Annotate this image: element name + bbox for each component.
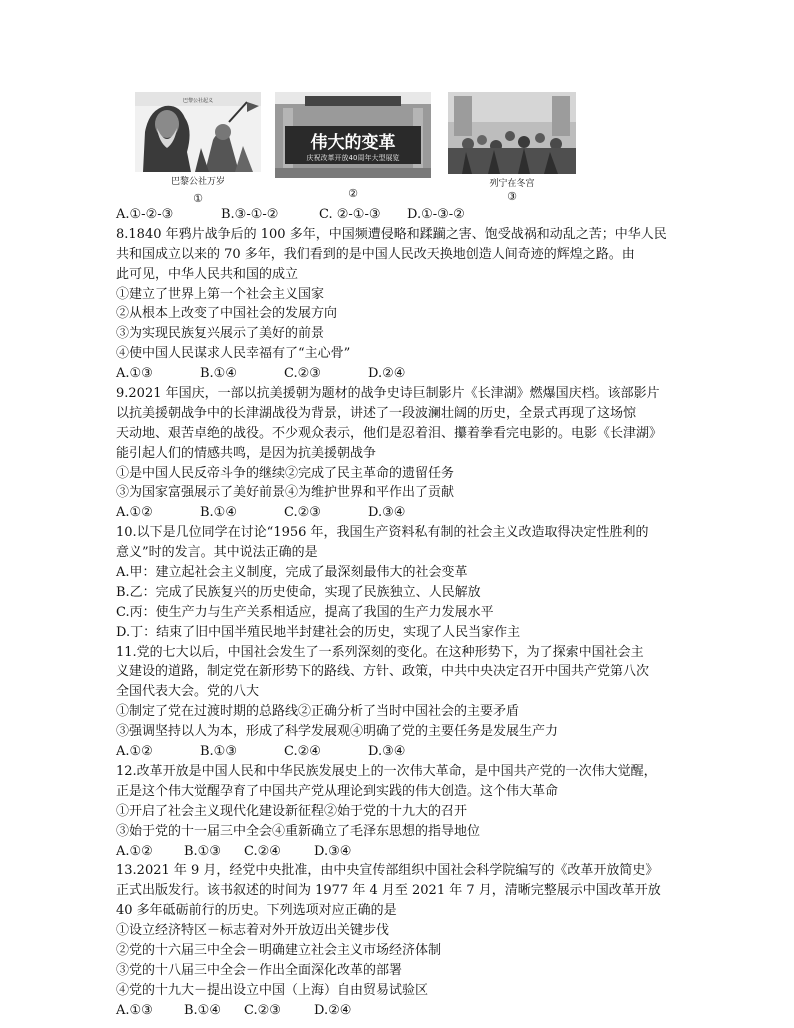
question-stem: 8.1840 年鸦片战争后的 100 多年，中国频遭侵略和蹂躏之害、饱受战祸和动乱之苦；中华人民 — [116, 226, 667, 242]
paris-commune-poster — [135, 92, 261, 172]
question-stem: 正是这个伟大觉醒孕育了中国共产党从理论到实践的伟大创造。这个伟大革命 — [116, 783, 559, 799]
question-7-images — [130, 92, 590, 204]
image-number: ② — [348, 187, 358, 200]
poster-banner-text: 巴黎公社起义 — [182, 98, 214, 104]
exam-content — [116, 205, 686, 1021]
option-d: D.②④ — [314, 1002, 352, 1018]
option-c: C.②③ — [284, 505, 321, 521]
option-c: C.②③ — [284, 366, 321, 382]
answer-options — [116, 364, 686, 384]
question-13 — [116, 861, 686, 1020]
image-caption: 巴黎公社万岁 — [170, 177, 225, 187]
question-stem: 共和国成立以来的 70 多年，我们看到的是中国人民改天换地创造人间奇迹的辉煌之路。由 — [116, 246, 635, 262]
question-stem: 能引起人们的情感共鸣，是因为抗美援朝战争 — [116, 445, 377, 461]
option-a: A.①② — [116, 505, 153, 521]
option-b: B.①④ — [200, 505, 237, 521]
option-a: A.①③ — [116, 1002, 153, 1018]
choice-item: ③党的十八届三中全会－作出全面深化改革的部署 — [116, 962, 403, 978]
exhibition-banner-subtitle: 庆祝改革开放40周年大型展览 — [306, 154, 400, 162]
lenin-painting — [448, 92, 576, 174]
image-great-change-exhibition — [275, 92, 431, 200]
choice-item: B.乙：完成了民族复兴的历史使命，实现了民族独立、人民解放 — [116, 584, 481, 600]
question-7-options — [116, 205, 686, 225]
choice-item: C.丙：使生产力与生产关系相适应，提高了我国的生产力发展水平 — [116, 604, 494, 620]
question-stem: 义建设的道路，制定党在新形势下的路线、方针、政策，中共中央决定召开中国共产党第八次 — [116, 664, 650, 680]
question-stem: 此可见，中华人民共和国的成立 — [116, 266, 299, 282]
exhibition-photo — [275, 92, 431, 178]
image-lenin-winter-palace — [448, 92, 576, 203]
question-stem: 9.2021 年国庆，一部以抗美援朝为题材的战争史诗巨制影片《长津湖》燃爆国庆档。该部影片 — [116, 386, 660, 402]
option-d: D.③④ — [368, 744, 406, 760]
choice-item: ①设立经济特区－标志着对外开放迈出关键步伐 — [116, 923, 390, 939]
option-a: A.①③ — [116, 366, 153, 382]
option-d: D.③④ — [314, 843, 352, 859]
choice-item: ④使中国人民谋求人民幸福有了“主心骨” — [116, 346, 351, 362]
question-stem: 13.2021 年 9 月，经党中央批准，由中央宣传部组织中国社会科学院编写的《改革开放简史》 — [116, 863, 659, 879]
choice-item: ③为实现民族复兴展示了美好的前景 — [116, 326, 325, 342]
question-stem: 10.以下是几位同学在讨论“1956 年，我国生产资料私有制的社会主义改造取得决定性胜利的 — [116, 525, 649, 541]
answer-options — [116, 503, 686, 523]
choice-item: ④党的十九大－提出设立中国（上海）自由贸易试验区 — [116, 982, 429, 998]
option-a: A.①② — [116, 843, 153, 859]
option-c: C.②③ — [244, 1002, 281, 1018]
option-c: C. ②-①-③ — [319, 207, 381, 222]
question-12 — [116, 762, 686, 861]
option-b: B.③-①-② — [221, 207, 279, 222]
option-c: C.②④ — [284, 744, 321, 760]
option-d: D.②④ — [368, 366, 406, 382]
answer-options — [116, 1001, 686, 1021]
option-c: C.②④ — [244, 843, 281, 859]
question-stem: 正式出版发行。该书叙述的时间为 1977 年 4 月至 2021 年 7 月，清晰完整展示中国改革开放 — [116, 883, 661, 899]
question-stem: 全国代表大会。党的八大 — [116, 684, 260, 700]
option-d: D.③④ — [368, 505, 406, 521]
question-stem: 12.改革开放是中国人民和中华民族发展史上的一次伟大革命，是中国共产党的一次伟大觉醒， — [116, 763, 657, 779]
question-stem: 11.党的七大以后，中国社会发生了一系列深刻的变化。在这种形势下，为了探索中国社会主 — [116, 644, 644, 660]
question-10 — [116, 523, 686, 642]
question-stem: 以抗美援朝战争中的长津湖战役为背景，讲述了一段波澜壮阔的历史，全景式再现了这场惊 — [116, 405, 637, 421]
answer-options — [116, 742, 686, 762]
choice-item: ①制定了党在过渡时期的总路线②正确分析了当时中国社会的主要矛盾 — [116, 704, 520, 720]
image-paris-commune — [135, 92, 261, 205]
question-stem: 40 多年砥砺前行的历史。下列选项对应正确的是 — [116, 903, 397, 919]
choice-item: ③强调坚持以人为本，形成了科学发展观④明确了党的主要任务是发展生产力 — [116, 724, 559, 740]
option-d: D.①-③-② — [407, 207, 465, 222]
image-number: ③ — [507, 190, 517, 203]
option-b: B.①④ — [184, 1002, 221, 1018]
choice-item: ①建立了世界上第一个社会主义国家 — [116, 286, 325, 302]
question-stem: 天动地、艰苦卓绝的战役。不少观众表示，他们是忍着泪、攥着拳看完电影的。电影《长津湖》 — [116, 425, 663, 441]
question-stem: 意义”时的发言。其中说法正确的是 — [116, 545, 318, 561]
choice-item: D.丁：结束了旧中国半殖民地半封建社会的历史，实现了人民当家作主 — [116, 624, 521, 640]
choice-item: A.甲：建立起社会主义制度，完成了最深刻最伟大的社会变革 — [116, 565, 468, 581]
choice-item: ②党的十六届三中全会－明确建立社会主义市场经济体制 — [116, 942, 442, 958]
option-a: A.①-②-③ — [116, 207, 174, 222]
option-b: B.①④ — [200, 366, 237, 382]
question-11 — [116, 643, 686, 762]
image-caption: 列宁在冬宫 — [489, 179, 535, 189]
option-b: B.①③ — [184, 843, 221, 859]
answer-options — [116, 842, 686, 862]
exhibition-banner-title: 伟大的变革 — [310, 133, 396, 153]
option-b: B.①③ — [200, 744, 237, 760]
choice-item: ③始于党的十一届三中全会④重新确立了毛泽东思想的指导地位 — [116, 823, 481, 839]
choice-item: ③为国家富强展示了美好前景④为维护世界和平作出了贡献 — [116, 485, 455, 501]
choice-item: ①是中国人民反帝斗争的继续②完成了民主革命的遗留任务 — [116, 465, 455, 481]
choice-item: ①开启了社会主义现代化建设新征程②始于党的十九大的召开 — [116, 803, 468, 819]
question-8 — [116, 225, 686, 384]
image-number: ① — [193, 192, 203, 205]
question-9 — [116, 384, 686, 523]
option-a: A.①② — [116, 744, 153, 760]
choice-item: ②从根本上改变了中国社会的发展方向 — [116, 306, 338, 322]
